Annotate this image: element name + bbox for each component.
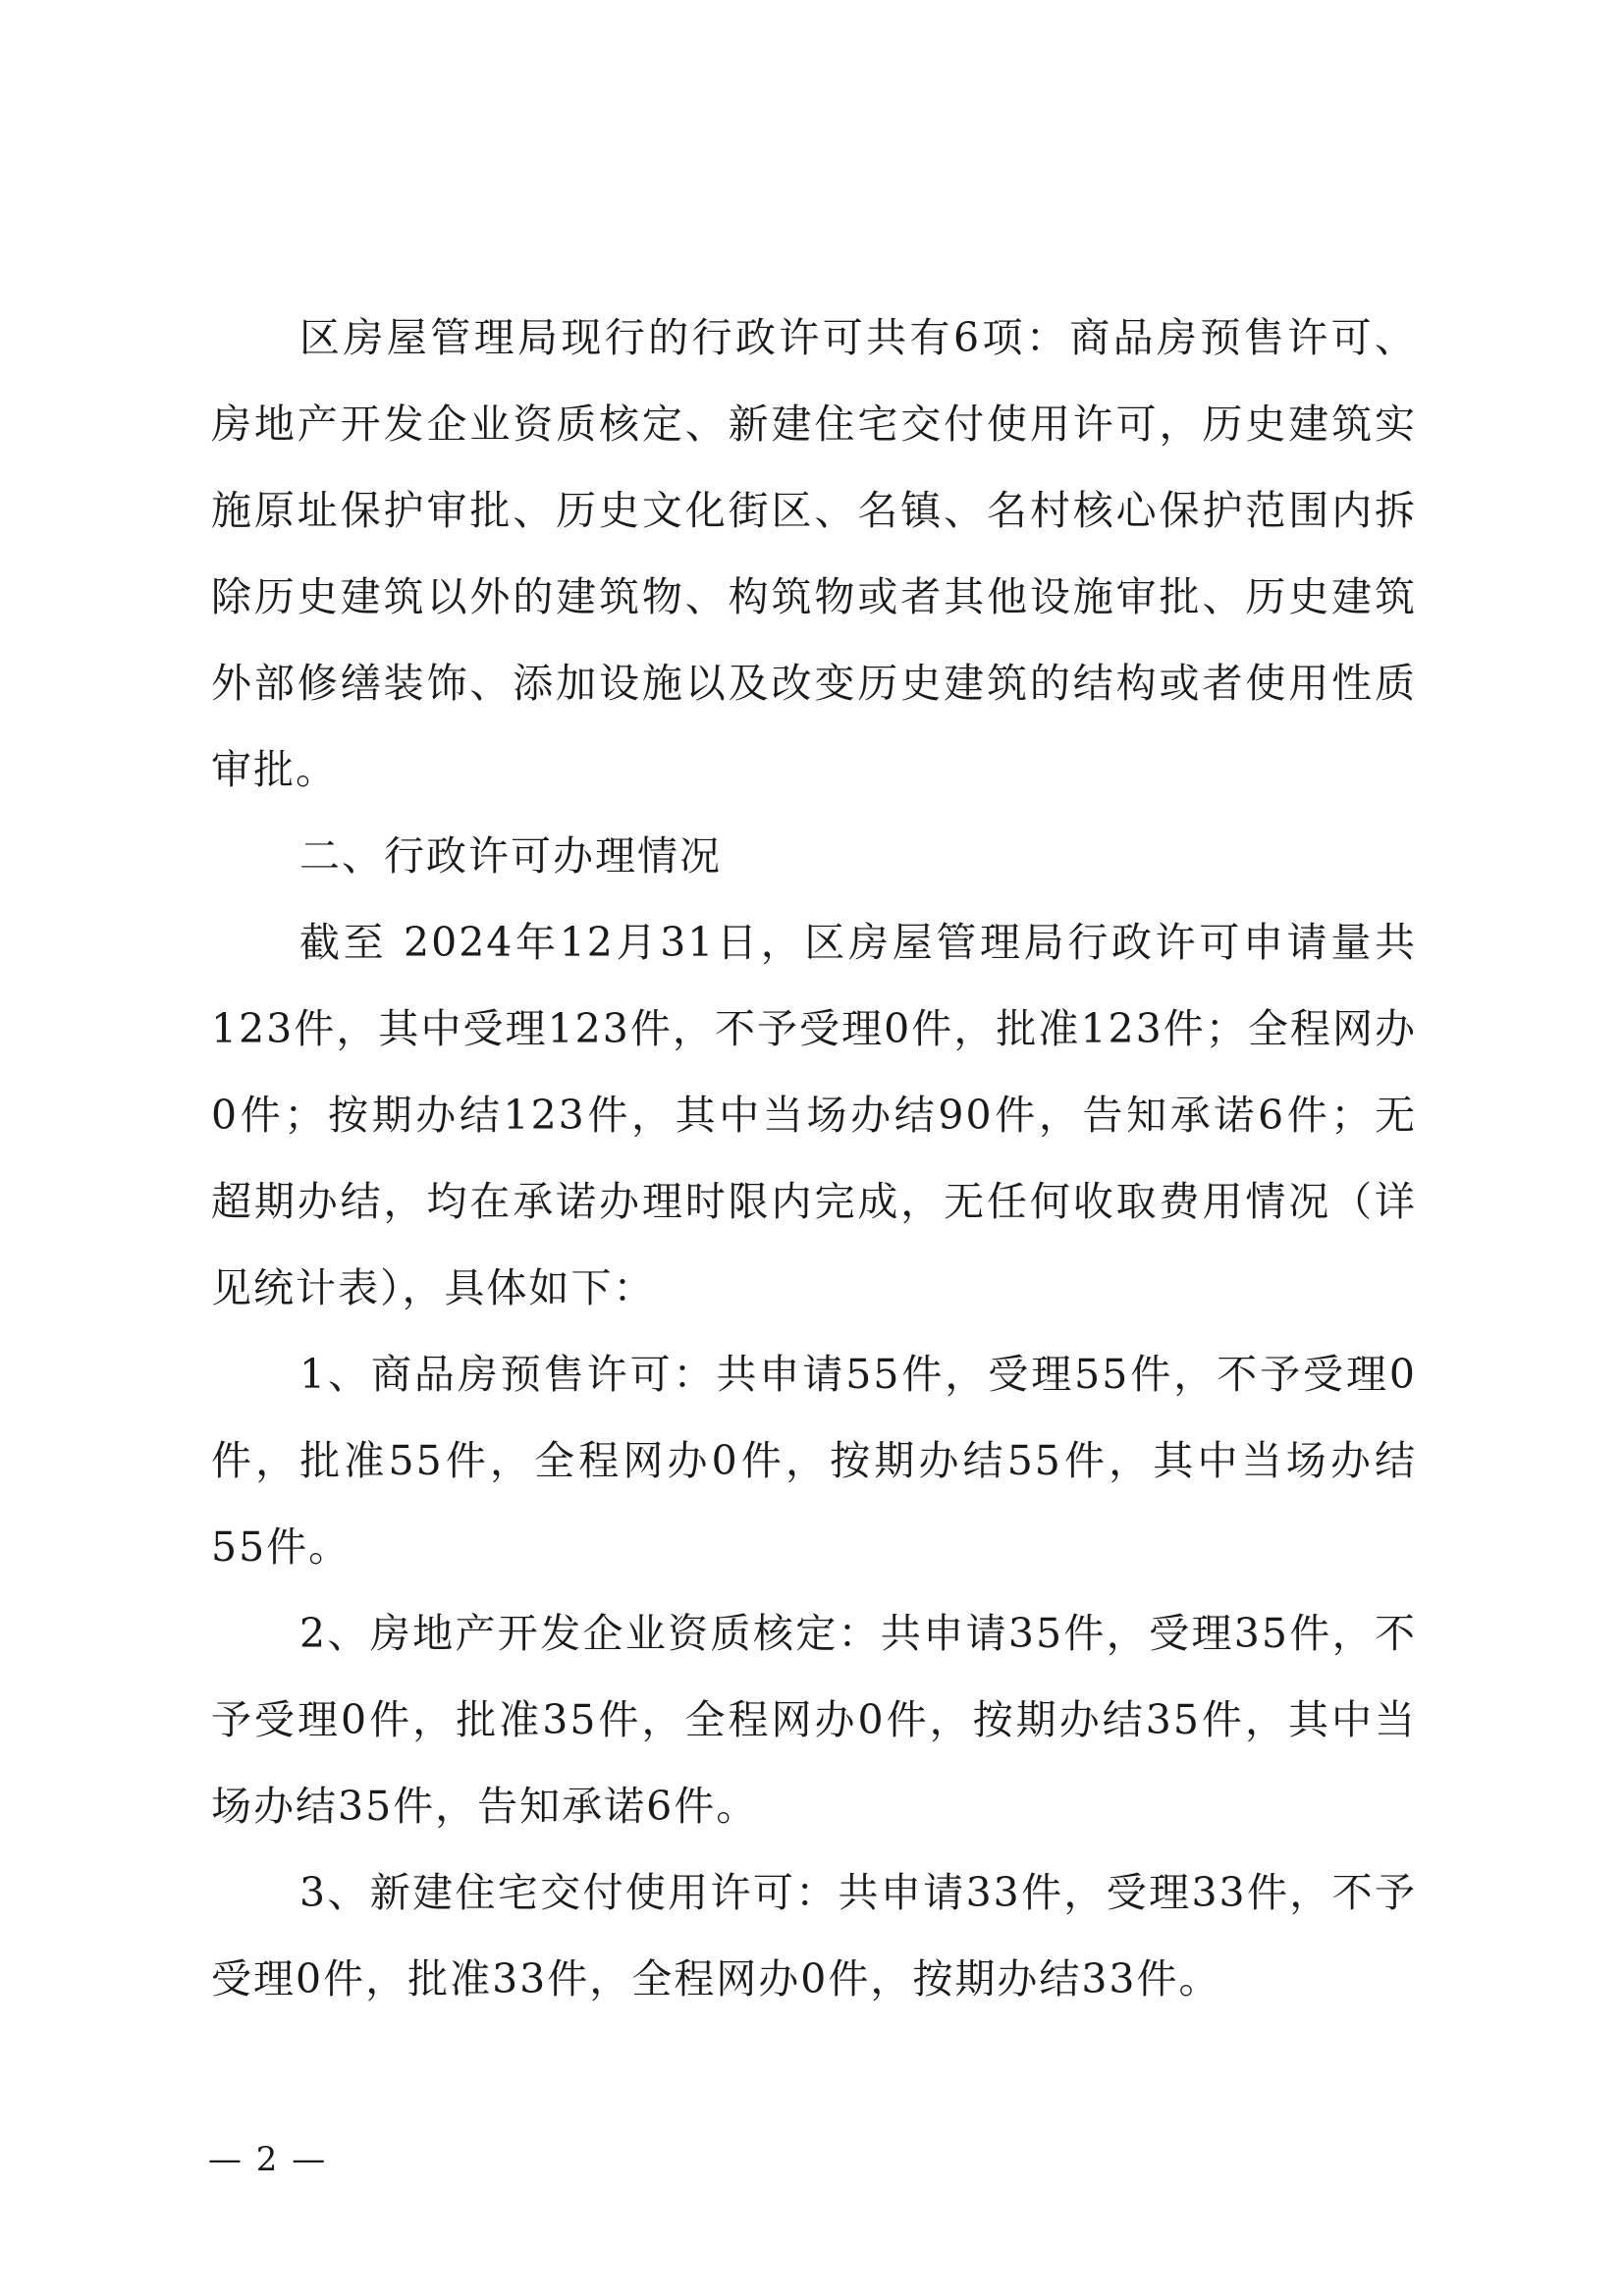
paragraph-item-presale: 1、商品房预售许可：共申请55件，受理55件，不予受理0件，批准55件，全程网办0件，按期办结55件，其中当场办结55件。 [211, 1351, 1417, 1571]
page-number: — 2 — [208, 2140, 328, 2179]
document-body [211, 294, 1417, 2022]
paragraph-item-delivery: 3、新建住宅交付使用许可：共申请33件，受理33件，不予受理0件，批准33件，全程网办0件，按期办结33件。 [211, 1869, 1417, 2002]
paragraph-licenses-overview: 区房屋管理局现行的行政许可共有6项：商品房预售许可、房地产开发企业资质核定、新建住宅交付使用许可，历史建筑实施原址保护审批、历史文化街区、名镇、名村核心保护范围内拆除历史建筑以外的建筑物、构筑物或者其他设施审批、历史建筑外部修缮装饰、添加设施以及改变历史建筑的结构或者使用性质审批。 [211, 314, 1417, 793]
paragraph-item-qualification: 2、房地产开发企业资质核定：共申请35件，受理35件，不予受理0件，批准35件，全程网办0件，按期办结35件，其中当场办结35件，告知承诺6件。 [211, 1610, 1417, 1830]
paragraph-processing-summary: 截至 2024年12月31日，区房屋管理局行政许可申请量共123件，其中受理123件，不予受理0件，批准123件；全程网办0件；按期办结123件，其中当场办结90件，告知承诺6件；无超期办结，均在承诺办理时限内完成，无任何收取费用情况（详见统计表），具体如下： [211, 919, 1417, 1311]
section-heading-processing: 二、行政许可办理情况 [299, 832, 722, 880]
